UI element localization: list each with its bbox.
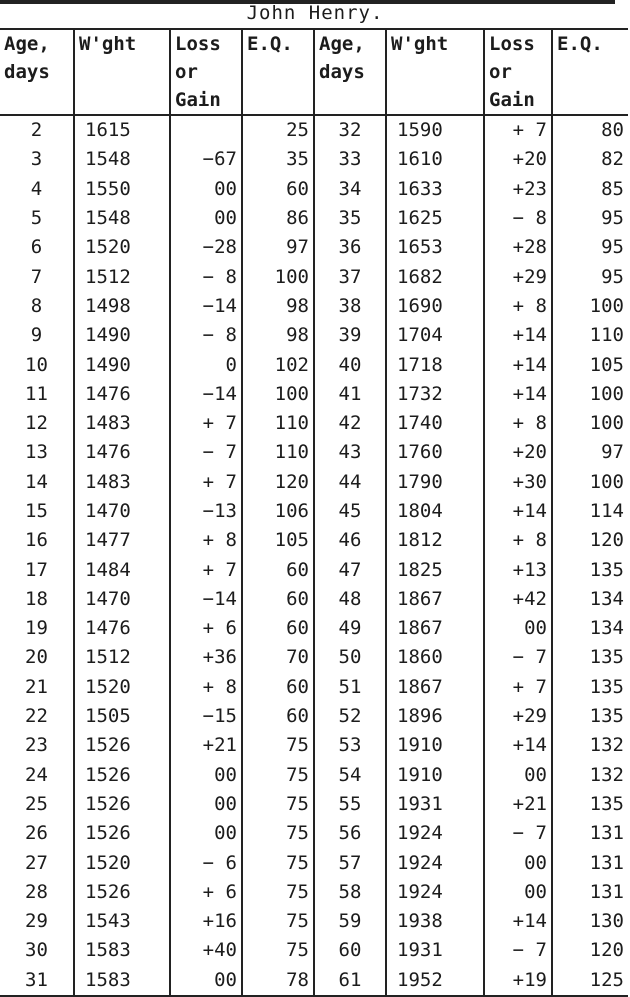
cell-loss-or-gain: +29 bbox=[484, 702, 552, 731]
cell-weight: 1732 bbox=[386, 380, 484, 409]
cell-age: 9 bbox=[0, 321, 74, 350]
cell-age: 57 bbox=[314, 848, 386, 877]
cell-eq: 75 bbox=[242, 936, 314, 965]
cell-age: 5 bbox=[0, 204, 74, 233]
cell-loss-or-gain: + 6 bbox=[170, 614, 242, 643]
cell-weight: 1633 bbox=[386, 175, 484, 204]
cell-loss-or-gain: +36 bbox=[170, 643, 242, 672]
cell-weight: 1476 bbox=[74, 380, 170, 409]
cell-weight: 1470 bbox=[74, 585, 170, 614]
cell-weight: 1825 bbox=[386, 555, 484, 584]
cell-weight: 1526 bbox=[74, 819, 170, 848]
cell-age: 60 bbox=[314, 936, 386, 965]
cell-weight: 1924 bbox=[386, 878, 484, 907]
table-row bbox=[0, 380, 628, 409]
table-row bbox=[0, 555, 628, 584]
table-row bbox=[0, 233, 628, 262]
cell-weight: 1505 bbox=[74, 702, 170, 731]
cell-eq: 131 bbox=[589, 880, 624, 903]
header-line: Gain bbox=[489, 89, 535, 111]
cell-weight: 1812 bbox=[386, 526, 484, 555]
cell-loss-or-gain: +30 bbox=[484, 468, 552, 497]
cell-age: 11 bbox=[0, 380, 74, 409]
cell-eq: 135 bbox=[589, 792, 624, 815]
cell-eq: 98 bbox=[242, 321, 314, 350]
cell-loss-or-gain: −14 bbox=[170, 380, 242, 409]
cell-loss-or-gain: +23 bbox=[484, 175, 552, 204]
table-row bbox=[0, 702, 628, 731]
cell-eq: 75 bbox=[242, 819, 314, 848]
cell-eq: 134 bbox=[589, 587, 624, 610]
cell-age: 45 bbox=[314, 497, 386, 526]
table-row bbox=[0, 175, 628, 204]
cell-weight: 1924 bbox=[386, 848, 484, 877]
header-eq-left bbox=[242, 29, 314, 115]
table-row bbox=[0, 790, 628, 819]
table-row bbox=[0, 115, 628, 145]
cell-loss-or-gain: − 6 bbox=[170, 848, 242, 877]
cell-weight: 1550 bbox=[74, 175, 170, 204]
cell-age: 33 bbox=[314, 145, 386, 174]
cell-eq: 132 bbox=[589, 763, 624, 786]
cell-weight: 1477 bbox=[74, 526, 170, 555]
cell-age: 12 bbox=[0, 409, 74, 438]
cell-eq: 35 bbox=[242, 145, 314, 174]
cell-loss-or-gain: +20 bbox=[484, 438, 552, 467]
cell-loss-or-gain: − 8 bbox=[170, 262, 242, 291]
cell-age: 7 bbox=[0, 262, 74, 291]
header-eq-right bbox=[552, 29, 628, 115]
table-row bbox=[0, 497, 628, 526]
cell-loss-or-gain: 00 bbox=[484, 614, 552, 643]
cell-weight: 1583 bbox=[74, 966, 170, 996]
cell-age: 35 bbox=[314, 204, 386, 233]
cell-weight: 1490 bbox=[74, 350, 170, 379]
cell-eq: 97 bbox=[242, 233, 314, 262]
header-age-left bbox=[0, 29, 74, 115]
cell-loss-or-gain: − 7 bbox=[484, 936, 552, 965]
cell-weight: 1924 bbox=[386, 819, 484, 848]
cell-loss-or-gain: +40 bbox=[170, 936, 242, 965]
cell-age: 18 bbox=[0, 585, 74, 614]
cell-loss-or-gain: 00 bbox=[170, 761, 242, 790]
cell-age: 50 bbox=[314, 643, 386, 672]
cell-loss-or-gain: 00 bbox=[170, 175, 242, 204]
cell-eq: 100 bbox=[589, 382, 624, 405]
header-weight-left bbox=[74, 29, 170, 115]
cell-weight: 1910 bbox=[386, 761, 484, 790]
cell-loss-or-gain: −28 bbox=[170, 233, 242, 262]
cell-age: 59 bbox=[314, 907, 386, 936]
cell-loss-or-gain: 00 bbox=[170, 819, 242, 848]
cell-loss-or-gain: −14 bbox=[170, 292, 242, 321]
cell-age: 39 bbox=[314, 321, 386, 350]
cell-loss-or-gain: + 7 bbox=[484, 673, 552, 702]
cell-weight: 1931 bbox=[386, 936, 484, 965]
cell-age: 44 bbox=[314, 468, 386, 497]
cell-loss-or-gain: +20 bbox=[484, 145, 552, 174]
cell-weight: 1583 bbox=[74, 936, 170, 965]
cell-weight: 1512 bbox=[74, 643, 170, 672]
cell-age: 36 bbox=[314, 233, 386, 262]
cell-weight: 1860 bbox=[386, 643, 484, 672]
cell-loss-or-gain: + 8 bbox=[484, 409, 552, 438]
header-line: W'ght bbox=[391, 33, 449, 55]
table-body bbox=[0, 115, 628, 996]
cell-age: 43 bbox=[314, 438, 386, 467]
cell-weight: 1490 bbox=[74, 321, 170, 350]
cell-loss-or-gain: + 8 bbox=[170, 526, 242, 555]
cell-age: 49 bbox=[314, 614, 386, 643]
cell-loss-or-gain: +14 bbox=[484, 907, 552, 936]
cell-eq: 135 bbox=[589, 558, 624, 581]
cell-weight: 1543 bbox=[74, 907, 170, 936]
header-line: Age, bbox=[4, 33, 50, 55]
cell-loss-or-gain: 00 bbox=[484, 878, 552, 907]
page-title: John Henry. bbox=[246, 2, 384, 24]
cell-age: 53 bbox=[314, 731, 386, 760]
cell-eq: 120 bbox=[242, 468, 314, 497]
cell-weight: 1760 bbox=[386, 438, 484, 467]
cell-weight: 1615 bbox=[74, 115, 170, 145]
table-row bbox=[0, 966, 628, 996]
cell-age: 14 bbox=[0, 468, 74, 497]
cell-loss-or-gain: + 7 bbox=[170, 555, 242, 584]
cell-weight: 1804 bbox=[386, 497, 484, 526]
cell-age: 61 bbox=[314, 966, 386, 996]
cell-age: 28 bbox=[0, 878, 74, 907]
cell-weight: 1526 bbox=[74, 731, 170, 760]
header-loss-or-gain-left bbox=[170, 29, 242, 115]
header-line: or bbox=[489, 61, 512, 83]
cell-loss-or-gain: +14 bbox=[484, 350, 552, 379]
cell-eq: 135 bbox=[589, 705, 624, 728]
cell-age: 34 bbox=[314, 175, 386, 204]
cell-eq: 85 bbox=[601, 177, 624, 200]
cell-loss-or-gain: 0 bbox=[170, 350, 242, 379]
cell-eq: 125 bbox=[552, 966, 628, 996]
cell-eq: 120 bbox=[589, 529, 624, 552]
cell-weight: 1896 bbox=[386, 702, 484, 731]
table-row bbox=[0, 848, 628, 877]
cell-age: 17 bbox=[0, 555, 74, 584]
cell-age: 27 bbox=[0, 848, 74, 877]
cell-eq: 110 bbox=[242, 438, 314, 467]
cell-loss-or-gain: − 7 bbox=[484, 643, 552, 672]
cell-eq: 131 bbox=[589, 822, 624, 845]
cell-weight: 1526 bbox=[74, 790, 170, 819]
cell-weight: 1476 bbox=[74, 614, 170, 643]
table-row bbox=[0, 145, 628, 174]
cell-eq: 60 bbox=[242, 555, 314, 584]
table-row bbox=[0, 907, 628, 936]
cell-age: 23 bbox=[0, 731, 74, 760]
cell-eq: 106 bbox=[242, 497, 314, 526]
cell-age: 37 bbox=[314, 262, 386, 291]
cell-age: 51 bbox=[314, 673, 386, 702]
cell-loss-or-gain: +28 bbox=[484, 233, 552, 262]
cell-loss-or-gain: − 8 bbox=[170, 321, 242, 350]
cell-age: 32 bbox=[314, 115, 386, 145]
cell-weight: 1718 bbox=[386, 350, 484, 379]
cell-age: 3 bbox=[0, 145, 74, 174]
table-row bbox=[0, 292, 628, 321]
cell-loss-or-gain: +29 bbox=[484, 262, 552, 291]
cell-weight: 1548 bbox=[74, 145, 170, 174]
table-row bbox=[0, 321, 628, 350]
cell-weight: 1548 bbox=[74, 204, 170, 233]
header-line: Loss bbox=[175, 33, 221, 55]
cell-age: 26 bbox=[0, 819, 74, 848]
cell-age: 2 bbox=[0, 115, 74, 145]
cell-weight: 1476 bbox=[74, 438, 170, 467]
cell-age: 38 bbox=[314, 292, 386, 321]
cell-eq: 105 bbox=[589, 353, 624, 376]
table-row bbox=[0, 262, 628, 291]
cell-weight: 1483 bbox=[74, 409, 170, 438]
cell-eq: 130 bbox=[589, 910, 624, 933]
header-line: Loss bbox=[489, 33, 535, 55]
cell-loss-or-gain: − 7 bbox=[484, 819, 552, 848]
cell-loss-or-gain: +14 bbox=[484, 497, 552, 526]
cell-weight: 1526 bbox=[74, 878, 170, 907]
cell-loss-or-gain: +14 bbox=[484, 321, 552, 350]
cell-eq: 100 bbox=[242, 262, 314, 291]
cell-weight: 1590 bbox=[386, 115, 484, 145]
cell-eq: 98 bbox=[242, 292, 314, 321]
cell-weight: 1520 bbox=[74, 233, 170, 262]
cell-eq: 60 bbox=[242, 175, 314, 204]
cell-eq: 70 bbox=[242, 643, 314, 672]
cell-weight: 1610 bbox=[386, 145, 484, 174]
cell-weight: 1867 bbox=[386, 585, 484, 614]
cell-eq: 95 bbox=[601, 265, 624, 288]
table-row bbox=[0, 204, 628, 233]
cell-eq: 114 bbox=[589, 500, 624, 522]
header-line: Age, bbox=[319, 33, 365, 55]
table-row bbox=[0, 409, 628, 438]
cell-age: 54 bbox=[314, 761, 386, 790]
cell-weight: 1498 bbox=[74, 292, 170, 321]
cell-eq: 82 bbox=[601, 148, 624, 171]
cell-age: 15 bbox=[0, 497, 74, 526]
cell-eq: 131 bbox=[589, 851, 624, 874]
cell-loss-or-gain: 00 bbox=[170, 966, 242, 996]
cell-weight: 1483 bbox=[74, 468, 170, 497]
cell-eq: 25 bbox=[242, 115, 314, 145]
cell-eq: 132 bbox=[589, 734, 624, 757]
header-line: days bbox=[4, 61, 50, 83]
cell-age: 16 bbox=[0, 526, 74, 555]
cell-loss-or-gain: −15 bbox=[170, 702, 242, 731]
cell-age: 6 bbox=[0, 233, 74, 262]
cell-age: 30 bbox=[0, 936, 74, 965]
cell-weight: 1682 bbox=[386, 262, 484, 291]
header-line: Gain bbox=[175, 89, 221, 111]
cell-weight: 1653 bbox=[386, 233, 484, 262]
cell-loss-or-gain: +13 bbox=[484, 555, 552, 584]
cell-age: 19 bbox=[0, 614, 74, 643]
cell-age: 42 bbox=[314, 409, 386, 438]
cell-weight: 1867 bbox=[386, 673, 484, 702]
cell-age: 8 bbox=[0, 292, 74, 321]
cell-eq: 75 bbox=[242, 907, 314, 936]
header-line: W'ght bbox=[79, 33, 137, 55]
cell-eq: 75 bbox=[242, 761, 314, 790]
cell-eq: 97 bbox=[601, 441, 624, 464]
header-line: days bbox=[319, 61, 365, 83]
cell-age: 46 bbox=[314, 526, 386, 555]
table-row bbox=[0, 585, 628, 614]
header-line: E.Q. bbox=[557, 33, 603, 55]
table-row bbox=[0, 468, 628, 497]
cell-weight: 1790 bbox=[386, 468, 484, 497]
cell-weight: 1704 bbox=[386, 321, 484, 350]
cell-age: 41 bbox=[314, 380, 386, 409]
cell-age: 10 bbox=[0, 350, 74, 379]
weight-table bbox=[0, 28, 628, 997]
header-line: E.Q. bbox=[247, 33, 293, 55]
cell-loss-or-gain: −67 bbox=[170, 145, 242, 174]
cell-eq: 75 bbox=[242, 878, 314, 907]
cell-weight: 1867 bbox=[386, 614, 484, 643]
cell-eq: 95 bbox=[601, 207, 624, 230]
table-row bbox=[0, 878, 628, 907]
cell-eq: 120 bbox=[589, 939, 624, 962]
cell-eq: 78 bbox=[242, 966, 314, 996]
cell-weight: 1512 bbox=[74, 262, 170, 291]
cell-loss-or-gain: − 7 bbox=[170, 438, 242, 467]
cell-age: 58 bbox=[314, 878, 386, 907]
cell-eq: 75 bbox=[242, 848, 314, 877]
cell-eq: 60 bbox=[242, 614, 314, 643]
cell-weight: 1526 bbox=[74, 761, 170, 790]
cell-eq: 86 bbox=[242, 204, 314, 233]
cell-loss-or-gain: − 8 bbox=[484, 204, 552, 233]
cell-age: 56 bbox=[314, 819, 386, 848]
cell-weight: 1625 bbox=[386, 204, 484, 233]
cell-weight: 1938 bbox=[386, 907, 484, 936]
table-row bbox=[0, 438, 628, 467]
cell-age: 20 bbox=[0, 643, 74, 672]
table-row bbox=[0, 936, 628, 965]
cell-eq: 95 bbox=[601, 236, 624, 259]
cell-eq: 75 bbox=[242, 790, 314, 819]
table-row bbox=[0, 614, 628, 643]
cell-loss-or-gain: 00 bbox=[170, 790, 242, 819]
cell-age: 4 bbox=[0, 175, 74, 204]
cell-eq: 110 bbox=[589, 324, 624, 347]
cell-weight: 1690 bbox=[386, 292, 484, 321]
cell-eq: 134 bbox=[589, 617, 624, 640]
cell-age: 47 bbox=[314, 555, 386, 584]
cell-eq: 105 bbox=[242, 526, 314, 555]
header-line: or bbox=[175, 61, 198, 83]
cell-loss-or-gain: +21 bbox=[484, 790, 552, 819]
cell-eq: 100 bbox=[589, 470, 624, 493]
cell-loss-or-gain: 00 bbox=[484, 761, 552, 790]
table-row bbox=[0, 526, 628, 555]
cell-loss-or-gain: + 6 bbox=[170, 878, 242, 907]
header-row bbox=[0, 29, 628, 115]
cell-age: 13 bbox=[0, 438, 74, 467]
table-row bbox=[0, 673, 628, 702]
cell-loss-or-gain bbox=[170, 115, 242, 145]
cell-loss-or-gain: 00 bbox=[170, 204, 242, 233]
cell-loss-or-gain: + 7 bbox=[170, 468, 242, 497]
cell-loss-or-gain: + 8 bbox=[484, 526, 552, 555]
cell-weight: 1470 bbox=[74, 497, 170, 526]
table-row bbox=[0, 731, 628, 760]
header-loss-or-gain-right bbox=[484, 29, 552, 115]
cell-age: 55 bbox=[314, 790, 386, 819]
cell-age: 52 bbox=[314, 702, 386, 731]
cell-weight: 1520 bbox=[74, 673, 170, 702]
cell-weight: 1931 bbox=[386, 790, 484, 819]
cell-age: 40 bbox=[314, 350, 386, 379]
cell-eq: 60 bbox=[242, 702, 314, 731]
cell-loss-or-gain: + 8 bbox=[484, 292, 552, 321]
header-weight-right bbox=[386, 29, 484, 115]
cell-age: 21 bbox=[0, 673, 74, 702]
cell-loss-or-gain: +14 bbox=[484, 380, 552, 409]
cell-weight: 1484 bbox=[74, 555, 170, 584]
cell-eq: 60 bbox=[242, 673, 314, 702]
cell-loss-or-gain: + 8 bbox=[170, 673, 242, 702]
cell-weight: 1952 bbox=[386, 966, 484, 996]
cell-weight: 1740 bbox=[386, 409, 484, 438]
cell-age: 22 bbox=[0, 702, 74, 731]
cell-eq: 102 bbox=[242, 350, 314, 379]
cell-loss-or-gain: +16 bbox=[170, 907, 242, 936]
cell-weight: 1520 bbox=[74, 848, 170, 877]
cell-eq: 135 bbox=[589, 646, 624, 669]
cell-eq: 80 bbox=[601, 119, 624, 142]
table-row bbox=[0, 350, 628, 379]
cell-eq: 135 bbox=[589, 675, 624, 698]
cell-loss-or-gain: +21 bbox=[170, 731, 242, 760]
cell-eq: 100 bbox=[589, 294, 624, 317]
cell-age: 25 bbox=[0, 790, 74, 819]
cell-age: 31 bbox=[0, 966, 74, 996]
cell-eq: 110 bbox=[242, 409, 314, 438]
table-row bbox=[0, 761, 628, 790]
cell-loss-or-gain: 00 bbox=[484, 848, 552, 877]
cell-eq: 75 bbox=[242, 731, 314, 760]
cell-eq: 100 bbox=[242, 380, 314, 409]
cell-loss-or-gain: + 7 bbox=[170, 409, 242, 438]
header-age-right bbox=[314, 29, 386, 115]
cell-age: 48 bbox=[314, 585, 386, 614]
table-row bbox=[0, 643, 628, 672]
cell-loss-or-gain: +19 bbox=[484, 966, 552, 996]
cell-age: 29 bbox=[0, 907, 74, 936]
cell-loss-or-gain: +14 bbox=[484, 731, 552, 760]
cell-loss-or-gain: + 7 bbox=[484, 115, 552, 145]
cell-eq: 60 bbox=[242, 585, 314, 614]
cell-weight: 1910 bbox=[386, 731, 484, 760]
cell-eq: 100 bbox=[589, 412, 624, 435]
cell-loss-or-gain: −13 bbox=[170, 497, 242, 526]
table-row bbox=[0, 819, 628, 848]
cell-age: 24 bbox=[0, 761, 74, 790]
cell-loss-or-gain: +42 bbox=[484, 585, 552, 614]
cell-loss-or-gain: −14 bbox=[170, 585, 242, 614]
